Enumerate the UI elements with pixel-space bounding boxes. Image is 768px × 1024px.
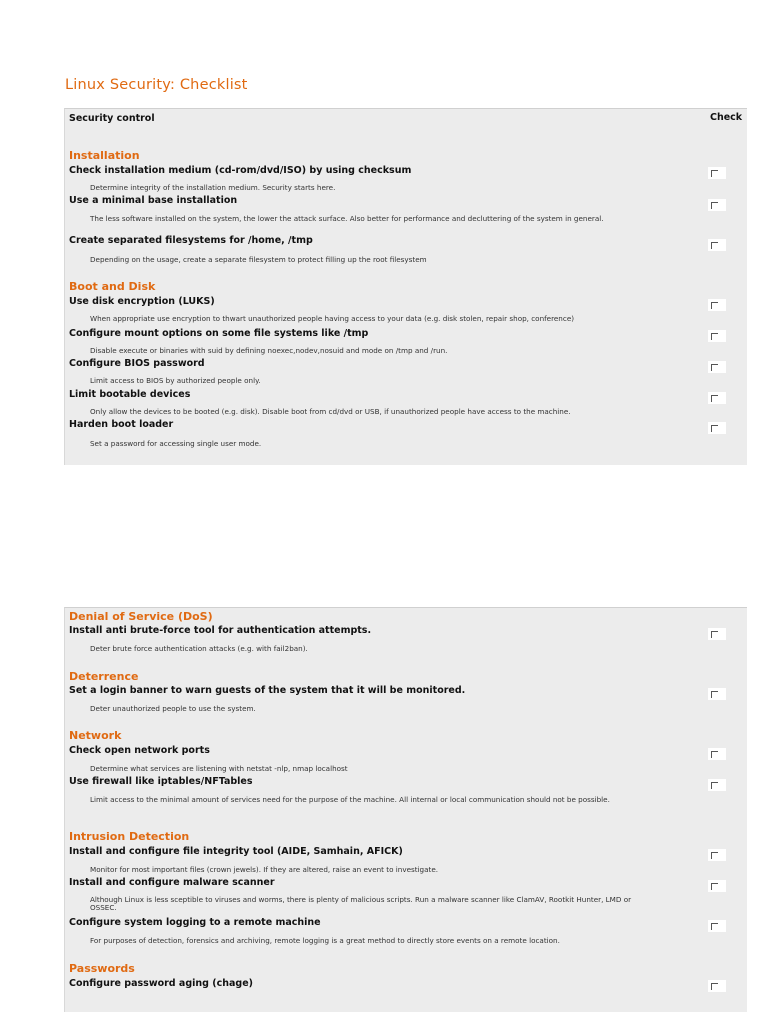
check-checkbox[interactable] [708,920,726,932]
check-checkbox[interactable] [708,748,726,760]
control-description: Depending on the usage, create a separate filesystem to protect filling up the root filesystem [90,255,427,264]
check-checkbox[interactable] [708,392,726,404]
column-header-check: Check [710,112,743,123]
checklist-panel-2 [64,607,747,1012]
section-deterrence: Deterrence [69,670,139,683]
section-network: Network [69,729,122,742]
control-description: The less software installed on the system, the lower the attack surface. Also better for performance and decluttering of the system in general. [90,214,604,223]
control-title: Configure mount options on some file systems like /tmp [69,328,369,339]
check-checkbox[interactable] [708,422,726,434]
control-title: Use disk encryption (LUKS) [69,296,215,307]
control-description: Although Linux is less sceptible to viruses and worms, there is plenty of malicious scripts. Run a malware scanner like ClamAV, Rootkit Hunter, LMD or OSSEC. [90,895,632,912]
check-checkbox[interactable] [708,167,726,179]
section-denial-of-service: Denial of Service (DoS) [69,610,213,623]
check-checkbox[interactable] [708,199,726,211]
checklist-panel-1 [64,108,747,465]
section-boot-and-disk: Boot and Disk [69,280,156,293]
control-description: Deter brute force authentication attacks (e.g. with fail2ban). [90,644,308,653]
control-title: Harden boot loader [69,419,174,430]
control-description: Set a password for accessing single user mode. [90,439,262,448]
check-checkbox[interactable] [708,980,726,992]
check-checkbox[interactable] [708,779,726,791]
control-description: Disable execute or binaries with suid by defining noexec,nodev,nosuid and mode on /tmp and /run. [90,346,448,355]
check-checkbox[interactable] [708,330,726,342]
control-title: Install and configure malware scanner [69,877,275,888]
control-description: For purposes of detection, forensics and archiving, remote logging is a great method to directly store events on a remote location. [90,936,560,945]
control-description: Monitor for most important files (crown jewels). If they are altered, raise an event to investigate. [90,865,439,874]
control-description: When appropriate use encryption to thwart unauthorized people having access to your data (e.g. disk stolen, repair shop, conference) [90,314,575,323]
control-description: Deter unauthorized people to use the system. [90,704,256,713]
check-checkbox[interactable] [708,688,726,700]
control-title: Create separated filesystems for /home, /tmp [69,235,313,246]
control-title: Install anti brute-force tool for authentication attempts. [69,625,372,636]
section-installation: Installation [69,149,140,162]
check-checkbox[interactable] [708,849,726,861]
section-passwords: Passwords [69,962,135,975]
check-checkbox[interactable] [708,239,726,251]
section-intrusion-detection: Intrusion Detection [69,830,190,843]
control-title: Check open network ports [69,745,210,756]
control-description: Only allow the devices to be booted (e.g. disk). Disable boot from cd/dvd or USB, if unauthorized people have access to the machine. [90,407,571,416]
check-checkbox[interactable] [708,880,726,892]
control-title: Set a login banner to warn guests of the system that it will be monitored. [69,685,466,696]
control-title: Use firewall like iptables/NFTables [69,776,253,787]
control-description: Determine integrity of the installation medium. Security starts here. [90,183,336,192]
control-description: Limit access to BIOS by authorized people only. [90,376,261,385]
control-title: Configure system logging to a remote machine [69,917,321,928]
control-title: Configure password aging (chage) [69,978,253,989]
check-checkbox[interactable] [708,299,726,311]
check-checkbox[interactable] [708,628,726,640]
control-description: Determine what services are listening with netstat -nlp, nmap localhost [90,764,348,773]
control-title: Configure BIOS password [69,358,205,369]
control-title: Use a minimal base installation [69,195,238,206]
control-description: Limit access to the minimal amount of services need for the purpose of the machine. All internal or local communication should not be possible. [90,795,610,804]
check-checkbox[interactable] [708,361,726,373]
control-title: Limit bootable devices [69,389,191,400]
control-title: Check installation medium (cd-rom/dvd/ISO) by using checksum [69,165,412,176]
page-title: Linux Security: Checklist [65,77,248,93]
column-header-security-control: Security control [69,113,155,124]
control-title: Install and configure file integrity tool (AIDE, Samhain, AFICK) [69,846,403,857]
